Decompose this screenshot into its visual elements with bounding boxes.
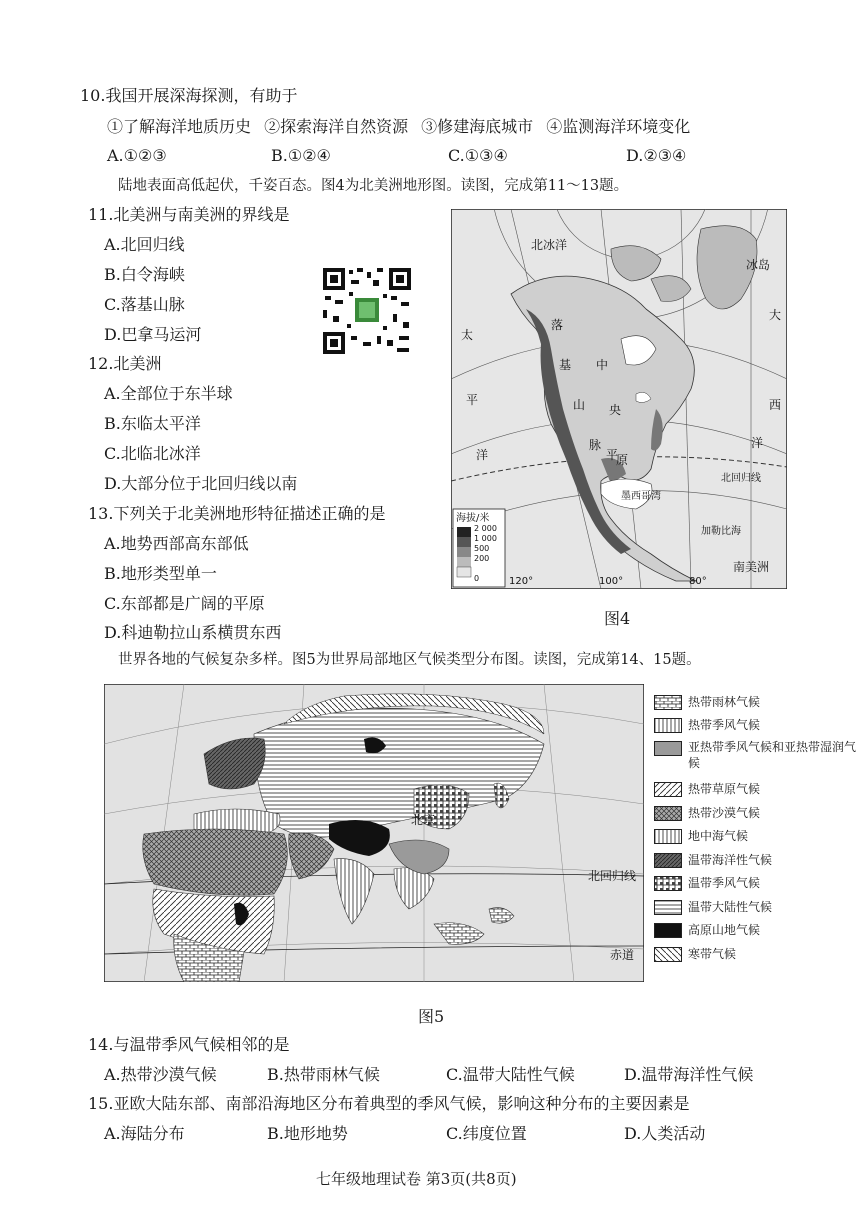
q10-items: ①了解海洋地质历史 ②探索海洋自然资源 ③修建海底城市 ④监测海洋环境变化: [107, 117, 691, 136]
svg-text:洋: 洋: [751, 436, 764, 450]
climate-swatch: [654, 876, 682, 891]
svg-text:大: 大: [769, 308, 782, 322]
svg-text:海拔/米: 海拔/米: [456, 513, 490, 524]
svg-text:200: 200: [474, 554, 490, 563]
figure-4-caption: 图4: [604, 609, 631, 628]
climate-swatch: [654, 695, 682, 710]
q13-option-a[interactable]: A.地势西部高东部低: [104, 534, 249, 553]
svg-text:墨西哥湾: 墨西哥湾: [621, 491, 661, 502]
climate-legend-label: 亚热带季风气候和亚热带湿润气候: [688, 740, 857, 770]
q13-option-c[interactable]: C.东部都是广阔的平原: [104, 594, 265, 613]
q11-option-b[interactable]: B.白令海峡: [104, 265, 185, 284]
figure-5-caption: 图5: [418, 1007, 445, 1026]
climate-legend-item: [654, 874, 760, 892]
climate-legend-item: [654, 804, 760, 822]
svg-text:赤道: 赤道: [610, 948, 635, 962]
q10-option-c[interactable]: C.①③④: [448, 146, 508, 165]
q14-option-a[interactable]: A.热带沙漠气候: [104, 1065, 217, 1084]
climate-swatch: [654, 741, 682, 756]
svg-text:100°: 100°: [599, 576, 624, 587]
north-america-map: [451, 209, 787, 589]
q11-stem: 11.北美洲与南美洲的界线是: [88, 205, 290, 224]
svg-text:太: 太: [461, 328, 474, 342]
svg-text:山: 山: [573, 398, 586, 412]
svg-text:落: 落: [551, 318, 564, 332]
q10-option-b[interactable]: B.①②④: [271, 146, 331, 165]
svg-text:北回归线: 北回归线: [588, 869, 637, 883]
climate-legend-item: [654, 921, 760, 939]
climate-swatch: [654, 947, 682, 962]
climate-legend: [654, 693, 864, 973]
intro-11-13: 陆地表面高低起伏，千姿百态。图4为北美洲地形图。读图，完成第11～13题。: [118, 178, 629, 194]
climate-legend-item: [654, 898, 772, 916]
q11-option-a[interactable]: A.北回归线: [104, 235, 185, 254]
climate-swatch: [654, 900, 682, 915]
climate-legend-label: 热带雨林气候: [688, 695, 761, 709]
climate-legend-item: [654, 780, 760, 798]
climate-legend-label: 温带大陆性气候: [688, 900, 773, 914]
q10-option-d[interactable]: D.②③④: [626, 146, 687, 165]
q15-option-a[interactable]: A.海陆分布: [104, 1124, 185, 1143]
svg-text:冰岛: 冰岛: [746, 258, 771, 272]
q14-option-d[interactable]: D.温带海洋性气候: [624, 1065, 754, 1084]
svg-text:西: 西: [769, 398, 782, 412]
q11-option-c[interactable]: C.落基山脉: [104, 295, 185, 314]
svg-text:500: 500: [474, 544, 490, 553]
elevation-legend: [453, 509, 505, 587]
svg-text:加勒比海: 加勒比海: [701, 526, 741, 537]
climate-legend-label: 温带季风气候: [688, 876, 761, 890]
climate-legend-item: [654, 716, 760, 734]
climate-legend-label: 热带沙漠气候: [688, 806, 761, 820]
climate-legend-item: [654, 851, 772, 869]
climate-swatch: [654, 923, 682, 938]
q12-option-b[interactable]: B.东临太平洋: [104, 414, 201, 433]
climate-legend-item: [654, 693, 760, 711]
svg-text:0: 0: [474, 574, 480, 583]
climate-swatch: [654, 718, 682, 733]
qr-code: [321, 266, 413, 356]
q14-stem: 14.与温带季风气候相邻的是: [88, 1035, 290, 1054]
q11-option-d[interactable]: D.巴拿马运河: [104, 325, 202, 344]
svg-text:洋: 洋: [476, 448, 489, 462]
svg-text:1 000: 1 000: [474, 534, 497, 543]
climate-swatch: [654, 853, 682, 868]
climate-legend-label: 寒带气候: [688, 947, 737, 961]
q12-option-c[interactable]: C.北临北冰洋: [104, 444, 201, 463]
q15-option-c[interactable]: C.纬度位置: [446, 1124, 527, 1143]
climate-legend-label: 高原山地气候: [688, 923, 761, 937]
svg-text:2 000: 2 000: [474, 524, 497, 533]
q10-stem: 10.我国开展深海探测，有助于: [80, 86, 298, 105]
climate-map: [104, 684, 644, 982]
svg-text:北京: 北京: [411, 813, 436, 827]
climate-legend-label: 温带海洋性气候: [688, 853, 773, 867]
q14-option-b[interactable]: B.热带雨林气候: [267, 1065, 380, 1084]
svg-text:脉: 脉: [589, 438, 602, 452]
page-footer: 七年级地理试卷 第3页(共8页): [316, 1170, 517, 1188]
q12-option-a[interactable]: A.全部位于东半球: [104, 384, 233, 403]
q12-stem: 12.北美洲: [88, 354, 162, 373]
q12-option-d[interactable]: D.大部分位于北回归线以南: [104, 474, 298, 493]
climate-legend-item: [654, 739, 858, 770]
q14-option-c[interactable]: C.温带大陆性气候: [446, 1065, 575, 1084]
svg-text:南美洲: 南美洲: [733, 560, 770, 574]
q15-option-b[interactable]: B.地形地势: [267, 1124, 348, 1143]
svg-text:北冰洋: 北冰洋: [531, 238, 568, 252]
svg-text:平: 平: [606, 448, 619, 462]
q15-stem: 15.亚欧大陆东部、南部沿海地区分布着典型的季风气候，影响这种分布的主要因素是: [88, 1094, 690, 1113]
svg-text:中: 中: [596, 358, 609, 372]
intro-14-15: 世界各地的气候复杂多样。图5为世界局部地区气候类型分布图。读图，完成第14、15题。: [118, 652, 701, 668]
svg-text:基: 基: [559, 358, 572, 372]
svg-text:央: 央: [609, 403, 622, 417]
climate-legend-label: 地中海气候: [688, 829, 749, 843]
climate-legend-item: [654, 827, 748, 845]
svg-text:80°: 80°: [689, 576, 707, 587]
svg-text:平: 平: [466, 393, 479, 407]
q15-option-d[interactable]: D.人类活动: [624, 1124, 706, 1143]
climate-legend-label: 热带季风气候: [688, 718, 761, 732]
q13-stem: 13.下列关于北美洲地形特征描述正确的是: [88, 504, 386, 523]
q10-option-a[interactable]: A.①②③: [107, 146, 167, 165]
svg-text:120°: 120°: [509, 576, 534, 587]
climate-swatch: [654, 829, 682, 844]
svg-text:原: 原: [616, 453, 629, 467]
q13-option-d[interactable]: D.科迪勒拉山系横贯东西: [104, 623, 282, 642]
svg-text:北回归线: 北回归线: [721, 473, 761, 484]
climate-swatch: [654, 782, 682, 797]
climate-swatch: [654, 806, 682, 821]
q13-option-b[interactable]: B.地形类型单一: [104, 564, 217, 583]
climate-legend-item: [654, 945, 736, 963]
climate-legend-label: 热带草原气候: [688, 782, 761, 796]
